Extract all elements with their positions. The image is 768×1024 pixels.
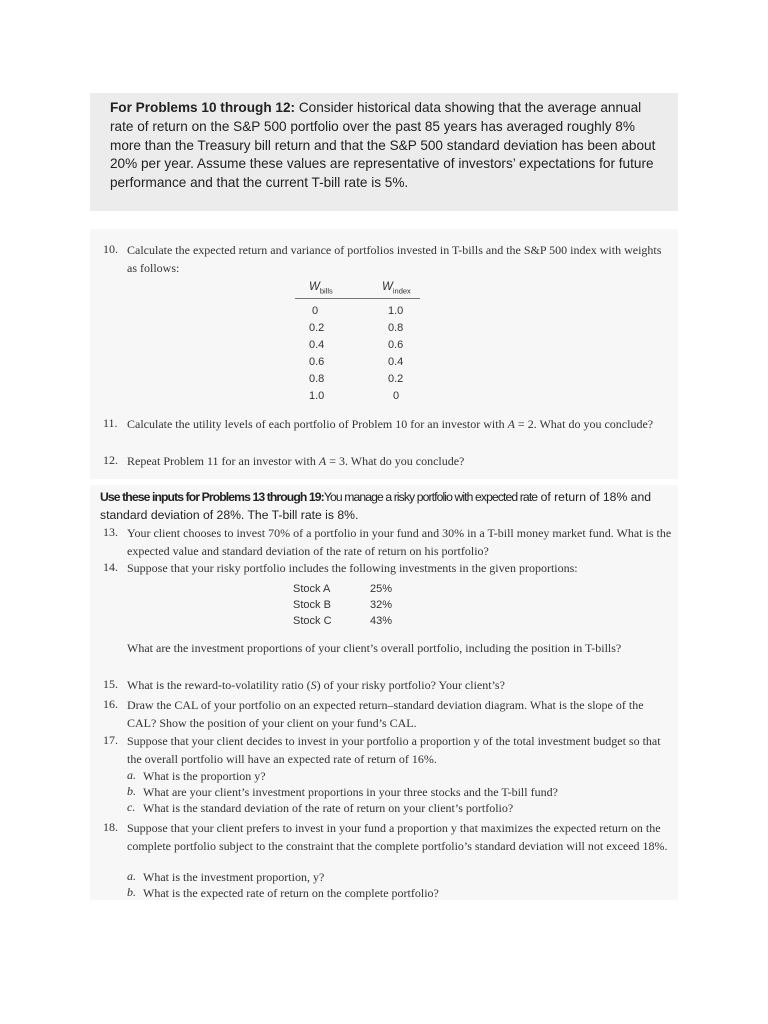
intro-box-problems-10-12	[90, 93, 678, 211]
col-header-w-bills: $W_{bills}$	[309, 281, 333, 296]
sub-text: What is the standard deviation of the rate of return on your client’s portfolio?	[143, 801, 514, 815]
sub-text: What is the proportion y?	[143, 769, 266, 783]
sub-text: What is the expected rate of return on the complete portfolio?	[143, 886, 439, 900]
table-cell: 1.0	[388, 305, 404, 317]
problem-16-text: Draw the CAL of your portfolio on an expected return–standard deviation diagram. What is the slope of the CAL? Show the position of your client on your fund’s CAL.	[127, 698, 644, 730]
problem-13-text: Your client chooses to invest 70% of a portfolio in your fund and 30% in a T-bill money market fund. What is the expected value and standard deviation of the rate of return on his portfolio?	[127, 526, 672, 558]
intro-13-19-rest: of return of 18% and standard deviation of 28%. The T-bill rate is 8%.	[100, 490, 652, 522]
sub-letter: a.	[127, 869, 136, 883]
sub-letter: a.	[127, 768, 136, 782]
problem-15-number: 15.	[103, 677, 118, 691]
stock-pct: 32%	[370, 599, 393, 611]
table-cell: 0.4	[309, 339, 325, 351]
problem-15-text: What is the reward-to-volatility ratio (S) of your risky portfolio? Your client’s?	[127, 678, 505, 692]
problem-17-number: 17.	[103, 733, 118, 747]
table-cell: 0.6	[388, 339, 404, 351]
table-cell: 1.0	[309, 390, 325, 402]
problem-10-text: Calculate the expected return and variance of portfolios invested in T-bills and the S&P 500 index with weights as follows:	[127, 243, 662, 275]
col-header-w-index: $W_{index}$	[382, 281, 411, 296]
problem-12-number: 12.	[103, 453, 118, 467]
table-cell: 0.4	[388, 356, 404, 368]
problem-17-text: Suppose that your client decides to invest in your portfolio a proportion y of the total investment budget so that the overall portfolio will have an expected rate of return of 16%.	[127, 734, 661, 766]
stock-name: Stock A	[293, 583, 331, 595]
table-cell: 0.8	[388, 322, 404, 334]
problem-10-number: 10.	[103, 242, 118, 256]
sub-letter: b.	[127, 784, 136, 798]
table-cell: 0.8	[309, 373, 325, 385]
table-cell: 0.2	[388, 373, 404, 385]
problem-11-number: 11.	[103, 416, 118, 430]
problems-13-18-box	[90, 485, 678, 900]
intro-13-19-cond-text: You manage a risky portfolio with expected rate	[323, 490, 538, 504]
table-cell: 0.6	[309, 356, 325, 368]
sub-letter: c.	[127, 800, 136, 814]
problem-16-number: 16.	[103, 697, 118, 711]
problem-14-number: 14.	[103, 560, 118, 574]
problem-12-text: Repeat Problem 11 for an investor with A = 3. What do you conclude?	[127, 454, 465, 468]
sub-letter: b.	[127, 885, 136, 899]
stock-name: Stock B	[293, 599, 331, 611]
sub-text: What are your client’s investment proportions in your three stocks and the T-bill fund?	[143, 785, 558, 799]
intro-paragraph	[110, 99, 665, 193]
intro-13-19	[100, 489, 670, 524]
sub-text: What is the investment proportion, y?	[143, 870, 325, 884]
table-cell: 0.2	[309, 322, 325, 334]
table-cell: 0	[393, 390, 400, 402]
intro-bold-lead: For Problems 10 through 12:	[110, 100, 296, 115]
problem-18-text: Suppose that your client prefers to invest in your fund a proportion y that maximizes the expected return on the complete portfolio subject to the constraint that the complete portfolio’s standard deviation will not exceed 18%.	[127, 821, 668, 853]
intro-13-19-bold-lead: Use these inputs for Problems 13 through 19:	[100, 490, 324, 504]
stock-pct: 25%	[370, 583, 393, 595]
problem-13-number: 13.	[103, 525, 118, 539]
problems-10-12-box	[90, 229, 678, 479]
problem-14-followup: What are the investment proportions of your client’s overall portfolio, including the position in T-bills?	[127, 641, 622, 655]
stock-name: Stock C	[293, 615, 332, 627]
intro-text: Consider historical data showing that the average annual rate of return on the S&P 500 portfolio over the past 85 years has averaged roughly 8% more than the Treasury bill return and that the S&P 500 standard deviation has been about 20% per year. Assume these values are representative of investors’ expectations for future performance and that the current T-bill rate is 5%.	[110, 100, 656, 191]
problem-11-text: Calculate the utility levels of each portfolio of Problem 10 for an investor with A = 2. What do you conclude?	[127, 417, 654, 431]
problem-14-text: Suppose that your risky portfolio includes the following investments in the given proportions:	[127, 561, 578, 575]
table-header-rule	[295, 298, 420, 299]
problem-18-number: 18.	[103, 820, 118, 834]
table-cell: 0	[312, 305, 319, 317]
stock-pct: 43%	[370, 615, 393, 627]
